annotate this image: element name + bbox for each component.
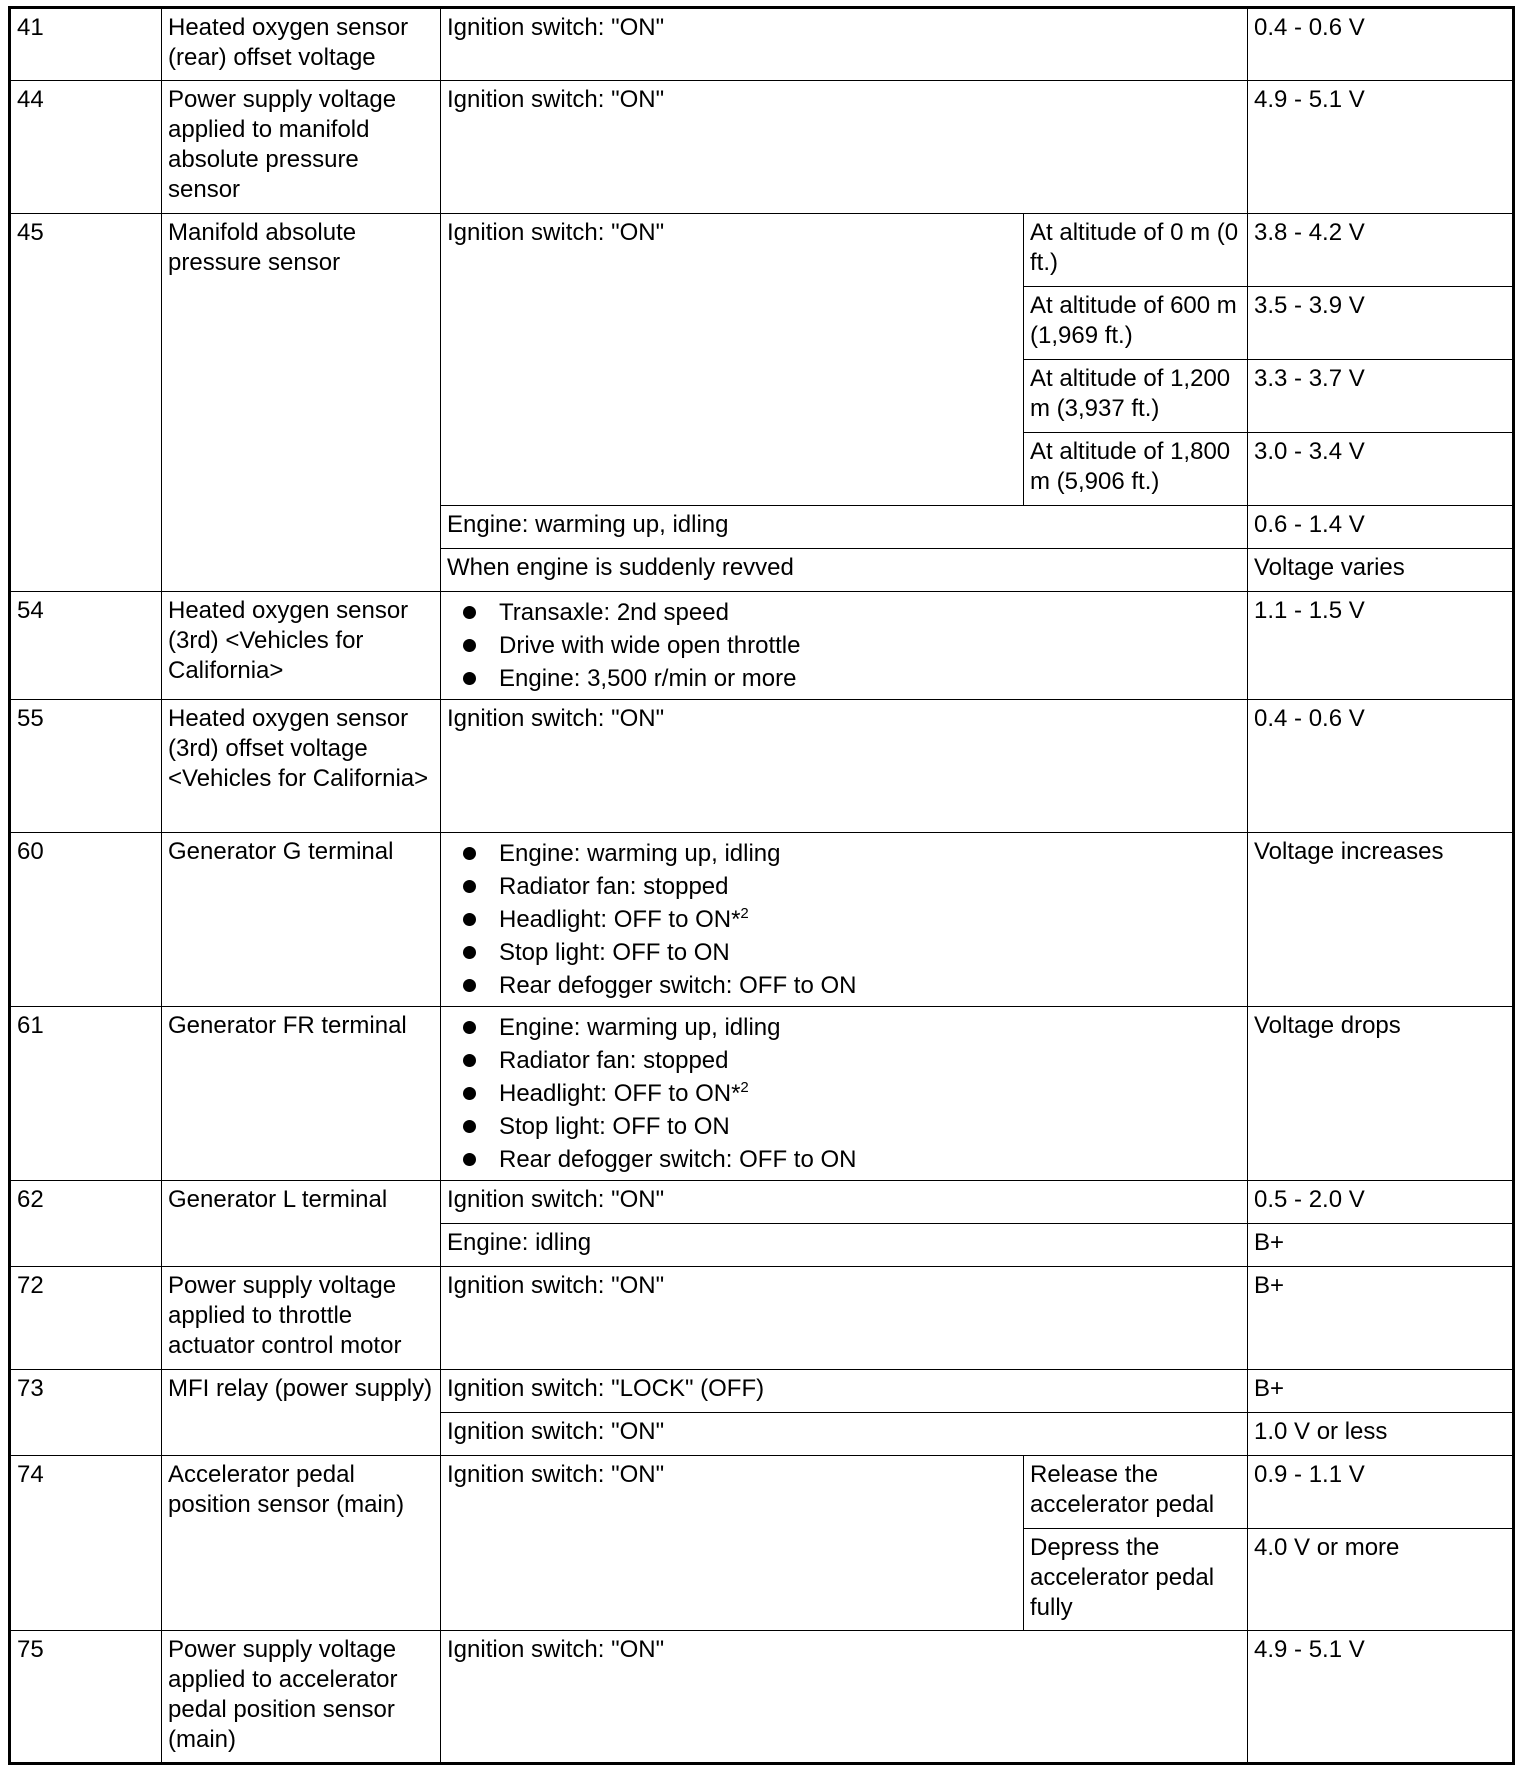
check-item: Generator G terminal — [162, 833, 441, 1007]
standard-value: 1.0 V or less — [1248, 1413, 1514, 1456]
list-item: Rear defogger switch: OFF to ON — [457, 969, 1243, 1002]
check-item: Manifold absolute pressure sensor — [162, 214, 441, 592]
check-condition: When engine is suddenly revved — [441, 549, 1248, 592]
table-row — [10, 1456, 1514, 1529]
bullet-icon — [463, 880, 476, 893]
terminal-voltage-table — [8, 6, 1515, 1765]
bullet-icon — [463, 847, 476, 860]
terminal-number: 75 — [10, 1631, 162, 1764]
list-item: Radiator fan: stopped — [457, 870, 1243, 903]
spec-table-container — [8, 6, 1515, 1765]
standard-value: Voltage drops — [1248, 1007, 1514, 1181]
condition-detail: At altitude of 1,200 m (3,937 ft.) — [1024, 360, 1248, 433]
footnote-mark: 2 — [740, 905, 749, 922]
standard-value: B+ — [1248, 1370, 1514, 1413]
bullet-icon — [463, 1054, 476, 1067]
terminal-number: 55 — [10, 700, 162, 833]
check-item: Generator FR terminal — [162, 1007, 441, 1181]
check-item: Power supply voltage applied to accelerator pedal position sensor (main) — [162, 1631, 441, 1764]
standard-value: 4.9 - 5.1 V — [1248, 1631, 1514, 1764]
check-condition-list — [441, 592, 1248, 700]
standard-value: 0.5 - 2.0 V — [1248, 1181, 1514, 1224]
standard-value: 0.4 - 0.6 V — [1248, 700, 1514, 833]
check-condition: Engine: warming up, idling — [441, 506, 1248, 549]
check-item: MFI relay (power supply) — [162, 1370, 441, 1456]
standard-value: 1.1 - 1.5 V — [1248, 592, 1514, 700]
list-item: Engine: 3,500 r/min or more — [457, 662, 1243, 695]
standard-value: 3.0 - 3.4 V — [1248, 433, 1514, 506]
condition-detail: At altitude of 0 m (0 ft.) — [1024, 214, 1248, 287]
list-item: Transaxle: 2nd speed — [457, 596, 1243, 629]
table-row — [10, 1181, 1514, 1224]
check-item: Generator L terminal — [162, 1181, 441, 1267]
table-row — [10, 592, 1514, 700]
table-row — [10, 81, 1514, 214]
condition-detail: At altitude of 600 m (1,969 ft.) — [1024, 287, 1248, 360]
check-condition: Ignition switch: "ON" — [441, 1456, 1024, 1631]
check-item: Heated oxygen sensor (3rd) <Vehicles for California> — [162, 592, 441, 700]
bullet-icon — [463, 1021, 476, 1034]
check-condition: Ignition switch: "ON" — [441, 1631, 1248, 1764]
standard-value: Voltage varies — [1248, 549, 1514, 592]
check-condition: Ignition switch: "LOCK" (OFF) — [441, 1370, 1248, 1413]
table-row — [10, 8, 1514, 81]
list-item: Drive with wide open throttle — [457, 629, 1243, 662]
check-item: Power supply voltage applied to throttle actuator control motor — [162, 1267, 441, 1370]
list-item: Stop light: OFF to ON — [457, 1110, 1243, 1143]
list-item: Engine: warming up, idling — [457, 837, 1243, 870]
bullet-icon — [463, 913, 476, 926]
bullet-icon — [463, 1153, 476, 1166]
bullet-icon — [463, 946, 476, 959]
table-row — [10, 214, 1514, 287]
list-item: Engine: warming up, idling — [457, 1011, 1243, 1044]
standard-value: B+ — [1248, 1267, 1514, 1370]
check-condition: Ignition switch: "ON" — [441, 1267, 1248, 1370]
footnote-mark: 2 — [740, 1079, 749, 1096]
table-row — [10, 700, 1514, 833]
table-row — [10, 1370, 1514, 1413]
check-condition: Ignition switch: "ON" — [441, 214, 1024, 506]
standard-value: B+ — [1248, 1224, 1514, 1267]
check-condition: Ignition switch: "ON" — [441, 1413, 1248, 1456]
list-item: Radiator fan: stopped — [457, 1044, 1243, 1077]
table-row — [10, 1631, 1514, 1764]
terminal-number: 62 — [10, 1181, 162, 1267]
bullet-icon — [463, 1087, 476, 1100]
condition-detail: At altitude of 1,800 m (5,906 ft.) — [1024, 433, 1248, 506]
standard-value: 3.5 - 3.9 V — [1248, 287, 1514, 360]
check-condition: Ignition switch: "ON" — [441, 81, 1248, 214]
bullet-icon — [463, 672, 476, 685]
terminal-number: 44 — [10, 81, 162, 214]
bullet-icon — [463, 639, 476, 652]
check-condition: Ignition switch: "ON" — [441, 1181, 1248, 1224]
terminal-number: 74 — [10, 1456, 162, 1631]
standard-value: 0.6 - 1.4 V — [1248, 506, 1514, 549]
check-item: Power supply voltage applied to manifold absolute pressure sensor — [162, 81, 441, 214]
terminal-number: 54 — [10, 592, 162, 700]
standard-value: Voltage increases — [1248, 833, 1514, 1007]
standard-value: 3.3 - 3.7 V — [1248, 360, 1514, 433]
terminal-number: 72 — [10, 1267, 162, 1370]
check-condition-list — [441, 833, 1248, 1007]
list-item: Stop light: OFF to ON — [457, 936, 1243, 969]
check-item: Accelerator pedal position sensor (main) — [162, 1456, 441, 1631]
list-item: Headlight: OFF to ON*$^2$ — [457, 903, 1243, 936]
terminal-number: 61 — [10, 1007, 162, 1181]
check-condition: Ignition switch: "ON" — [441, 700, 1248, 833]
bullet-icon — [463, 606, 476, 619]
standard-value: 3.8 - 4.2 V — [1248, 214, 1514, 287]
bullet-icon — [463, 1120, 476, 1133]
table-row — [10, 1007, 1514, 1181]
check-item: Heated oxygen sensor (rear) offset voltage — [162, 8, 441, 81]
table-row — [10, 833, 1514, 1007]
standard-value: 0.4 - 0.6 V — [1248, 8, 1514, 81]
check-item: Heated oxygen sensor (3rd) offset voltage <Vehicles for California> — [162, 700, 441, 833]
list-item: Rear defogger switch: OFF to ON — [457, 1143, 1243, 1176]
condition-detail: Release the accelerator pedal — [1024, 1456, 1248, 1529]
condition-detail: Depress the accelerator pedal fully — [1024, 1529, 1248, 1631]
check-condition: Engine: idling — [441, 1224, 1248, 1267]
check-condition-list — [441, 1007, 1248, 1181]
terminal-number: 73 — [10, 1370, 162, 1456]
terminal-number: 41 — [10, 8, 162, 81]
standard-value: 4.9 - 5.1 V — [1248, 81, 1514, 214]
list-item: Headlight: OFF to ON*$^2$ — [457, 1077, 1243, 1110]
terminal-number: 45 — [10, 214, 162, 592]
bullet-icon — [463, 979, 476, 992]
check-condition: Ignition switch: "ON" — [441, 8, 1248, 81]
standard-value: 0.9 - 1.1 V — [1248, 1456, 1514, 1529]
terminal-number: 60 — [10, 833, 162, 1007]
table-row — [10, 1267, 1514, 1370]
standard-value: 4.0 V or more — [1248, 1529, 1514, 1631]
